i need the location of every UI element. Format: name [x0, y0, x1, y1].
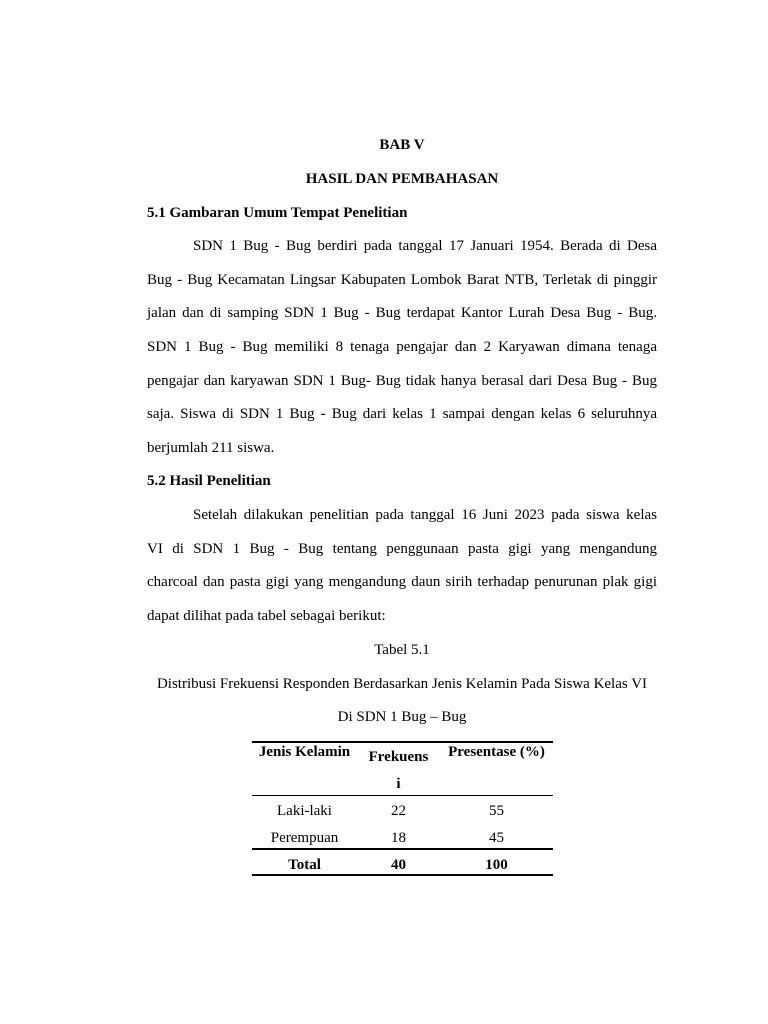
paragraph-line: saja. Siswa di SDN 1 Bug - Bug dari kelas 1 sampai dengan kelas 6 seluruhnya	[147, 406, 657, 422]
table-caption-line-2: Di SDN 1 Bug – Bug	[337, 709, 467, 725]
paragraph-line: SDN 1 Bug - Bug memiliki 8 tenaga pengajar dan 2 Karyawan dimana tenaga	[147, 339, 657, 355]
header-jenis-kelamin: Jenis Kelamin	[258, 744, 351, 760]
cell-percentage: 45	[489, 830, 504, 846]
table-header-rule	[252, 795, 553, 796]
paragraph-line: berjumlah 211 siswa.	[147, 440, 275, 456]
paragraph-line: Setelah dilakukan penelitian pada tanggal 16 Juni 2023 pada siswa kelas	[193, 507, 657, 523]
total-label: Total	[288, 857, 321, 873]
paragraph-line: pengajar dan karyawan SDN 1 Bug- Bug tidak hanya berasal dari Desa Bug - Bug	[147, 373, 657, 389]
table-row	[252, 798, 553, 825]
table-label: Tabel 5.1	[374, 642, 430, 658]
paragraph-line: dapat dilihat pada tabel sebagai berikut:	[147, 608, 386, 624]
paragraph-line: SDN 1 Bug - Bug berdiri pada tanggal 17 Januari 1954. Berada di Desa	[193, 238, 657, 254]
paragraph-line: jalan dan di samping SDN 1 Bug - Bug terdapat Kantor Lurah Desa Bug - Bug.	[147, 305, 657, 321]
table-total-rule	[252, 848, 553, 850]
section-heading-5-1: 5.1 Gambaran Umum Tempat Penelitian	[147, 205, 408, 221]
table-caption: Distribusi Frekuensi Responden Berdasarkan Jenis Kelamin Pada Siswa Kelas VI	[156, 676, 648, 692]
paragraph-line: charcoal dan pasta gigi yang mengandung daun sirih terhadap penurunan plak gigi	[147, 574, 657, 590]
total-frequency: 40	[391, 857, 406, 873]
chapter-number: BAB V	[379, 137, 425, 153]
cell-gender: Laki-laki	[277, 803, 332, 819]
paragraph-line: Bug - Bug Kecamatan Lingsar Kabupaten Lombok Barat NTB, Terletak di pinggir	[147, 272, 657, 288]
table-bottom-rule	[252, 874, 553, 876]
cell-frequency: 22	[391, 803, 406, 819]
cell-frequency: 18	[391, 830, 406, 846]
chapter-title: HASIL DAN PEMBAHASAN	[305, 171, 499, 187]
section-heading-5-2: 5.2 Hasil Penelitian	[147, 473, 271, 489]
cell-gender: Perempuan	[270, 830, 339, 846]
header-frekuensi	[357, 742, 440, 798]
frequency-table	[252, 742, 553, 879]
header-presentase: Presentase (%)	[448, 744, 545, 760]
paragraph-line: VI di SDN 1 Bug - Bug tentang penggunaan pasta gigi yang mengandung	[147, 541, 657, 557]
header-frekuensi-wrap: i	[396, 776, 401, 792]
total-percentage: 100	[485, 857, 508, 873]
table-header-row	[252, 742, 553, 798]
header-frekuensi-text: Frekuens	[368, 749, 429, 765]
cell-percentage: 55	[489, 803, 504, 819]
